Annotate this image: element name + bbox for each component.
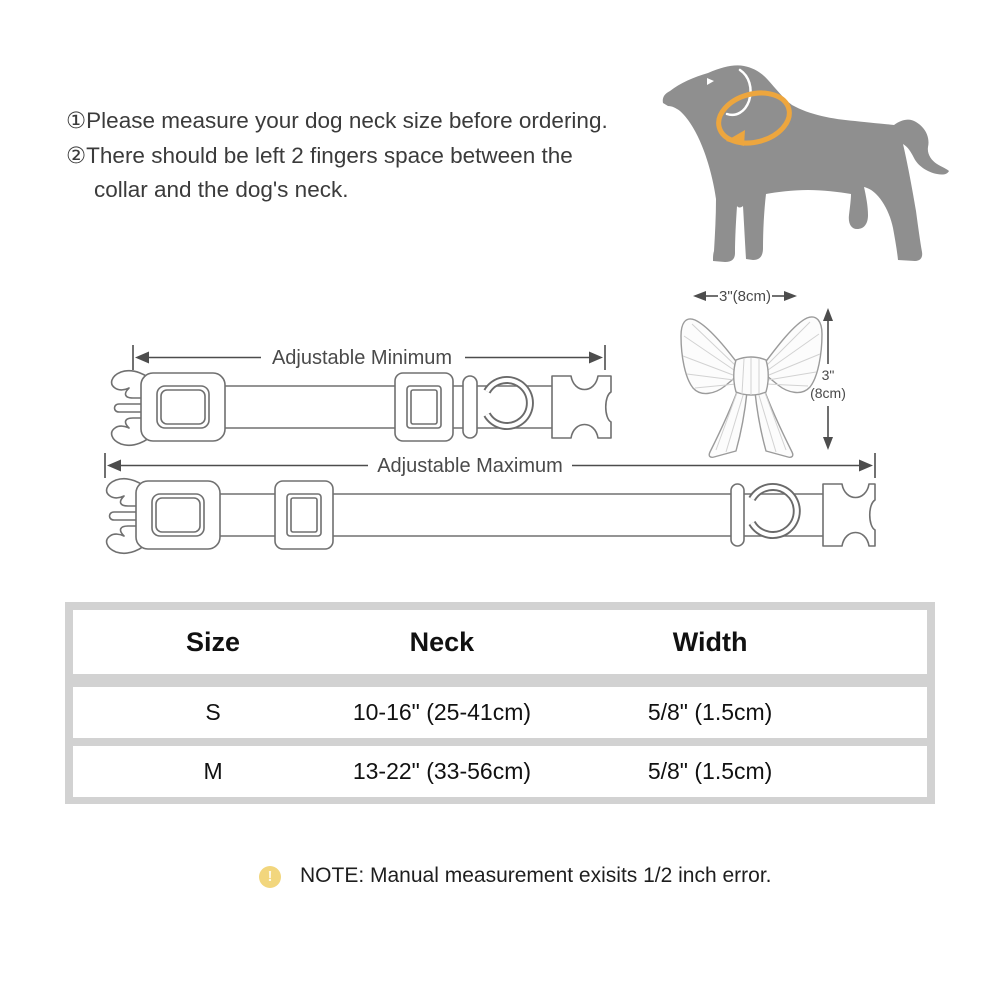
bow-right-loop	[762, 317, 822, 393]
measuring-instructions	[66, 104, 666, 208]
note-text: NOTE: Manual measurement exisits 1/2 inch error.	[300, 864, 772, 887]
column-header-neck: Neck	[409, 627, 475, 657]
cell-size: S	[205, 699, 221, 725]
bow-left-loop	[681, 319, 740, 394]
table-row-size-s	[73, 687, 927, 738]
keeper-band	[731, 484, 744, 546]
size-table-header-row	[73, 610, 927, 674]
cell-neck: 13-22" (33-56cm)	[352, 758, 532, 784]
cell-width: 5/8" (1.5cm)	[647, 699, 773, 725]
column-header-width: Width	[672, 627, 748, 657]
instruction-line-1: ①Please measure your dog neck size before ordering.	[66, 108, 608, 133]
cell-neck: 10-16" (25-41cm)	[352, 699, 532, 725]
buckle-female	[823, 484, 875, 546]
bow-height-label: (8cm)	[810, 385, 846, 401]
bow-width-label: 3"(8cm)	[719, 288, 771, 305]
bowtie-diagram	[670, 280, 880, 470]
keeper-band	[463, 376, 477, 438]
adjustable-minimum-label: Adjustable Minimum	[271, 347, 453, 369]
exclamation-icon: !	[259, 866, 281, 888]
adjustable-maximum-label: Adjustable Maximum	[377, 455, 563, 477]
bow-height-label: 3"	[821, 367, 835, 383]
instruction-line-2: ②There should be left 2 fingers space between the	[66, 142, 573, 168]
cell-size: M	[203, 758, 223, 784]
buckle-female	[552, 376, 611, 438]
collar-minimum-diagram	[85, 340, 620, 450]
dog-silhouette	[663, 65, 949, 262]
instruction-line-3: collar and the dog's neck.	[94, 177, 349, 202]
column-header-size: Size	[186, 627, 241, 657]
cell-width: 5/8" (1.5cm)	[647, 758, 773, 784]
size-table	[65, 602, 935, 804]
table-row-size-m	[73, 746, 927, 797]
dog-illustration	[650, 45, 950, 275]
